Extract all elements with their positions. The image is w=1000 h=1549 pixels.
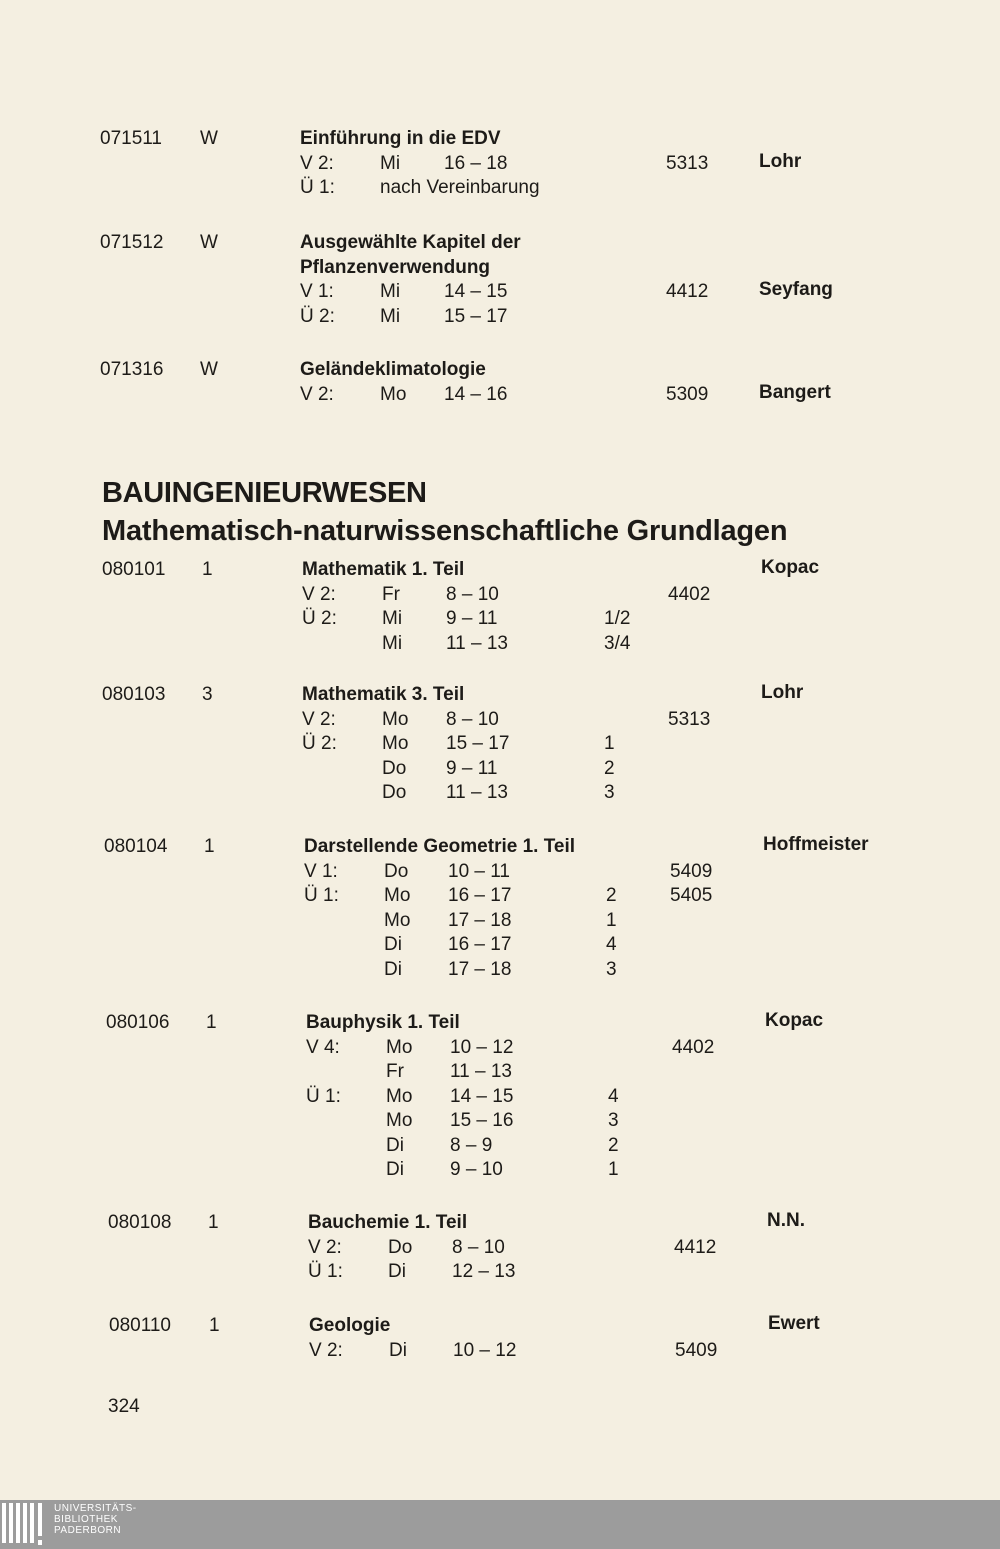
session-type: V 2: [300, 152, 334, 174]
section-subheading: Mathematisch-naturwissenschaftliche Grundlagen [102, 515, 788, 547]
session-day: Mo [384, 909, 411, 931]
course-title: Bauphysik 1. Teil [306, 1012, 460, 1033]
session-time: 9 – 11 [446, 608, 498, 629]
lecturer-name: N.N. [767, 1210, 805, 1231]
session-time: 14 – 16 [444, 383, 508, 405]
session-type: Ü 1: [300, 177, 335, 198]
session-time: 9 – 10 [450, 1159, 503, 1180]
page-number: 324 [108, 1396, 140, 1417]
lecturer-name: Lohr [759, 150, 802, 172]
session-type: V 4: [306, 1036, 340, 1058]
course-title: Einführung in die EDV [300, 128, 501, 149]
session-day: Mo [386, 1085, 413, 1107]
session-time: 8 – 10 [446, 708, 499, 730]
session-type: Ü 2: [302, 608, 337, 629]
course-title: Mathematik 3. Teil [302, 684, 465, 705]
session-day: Mo [382, 733, 409, 754]
course-title: Bauchemie 1. Teil [308, 1212, 468, 1233]
session-time: 10 – 12 [453, 1339, 517, 1361]
lecturer-name: Hoffmeister [763, 834, 869, 855]
course-number: 080103 [102, 684, 166, 705]
session-type: V 1: [300, 281, 334, 302]
session-group: 3 [604, 782, 615, 803]
session-time: 12 – 13 [452, 1261, 516, 1282]
library-logo-icon [0, 1500, 50, 1549]
session-day: Di [386, 1159, 404, 1180]
room-number: 5313 [668, 708, 711, 730]
session-day: Do [388, 1236, 413, 1258]
session-group: 1 [608, 1159, 619, 1180]
session-day: Di [384, 934, 402, 955]
session-time: 8 – 9 [450, 1134, 493, 1156]
session-time: 11 – 13 [450, 1061, 512, 1082]
course-code: 1 [208, 1212, 219, 1233]
room-number: 4412 [674, 1236, 717, 1258]
session-group: 2 [606, 885, 617, 906]
room-number: 5409 [670, 860, 713, 882]
session-group: 3 [608, 1110, 619, 1131]
session-time: 10 – 12 [450, 1036, 514, 1058]
room-number: 4402 [672, 1036, 715, 1058]
course-title: Ausgewählte Kapitel der [300, 232, 521, 253]
session-type: Ü 1: [306, 1085, 341, 1107]
room-number: 5405 [670, 885, 713, 906]
session-group: 1 [606, 909, 617, 931]
library-footer [0, 1500, 1000, 1549]
session-time: 15 – 16 [450, 1110, 514, 1131]
course-code: 1 [206, 1012, 217, 1033]
session-group: 2 [608, 1134, 619, 1156]
course-number: 071512 [100, 232, 164, 253]
course-title: Geländeklimatologie [300, 359, 486, 380]
session-type: Ü 2: [300, 305, 335, 327]
session-day: Mi [380, 281, 401, 302]
room-number: 5309 [666, 383, 709, 405]
session-day: Di [384, 958, 402, 980]
session-day: Fr [382, 583, 400, 605]
course-number: 071511 [100, 128, 162, 149]
session-type: V 2: [308, 1236, 342, 1258]
course-title: Geologie [309, 1315, 391, 1336]
course-code: 3 [202, 684, 213, 705]
session-day: Di [389, 1339, 407, 1361]
session-group: 3/4 [604, 632, 631, 654]
session-time: 8 – 10 [446, 583, 499, 605]
session-time: 17 – 18 [448, 909, 512, 931]
session-day: Di [388, 1261, 406, 1282]
course-code: W [200, 232, 218, 253]
course-number: 080108 [108, 1212, 172, 1233]
room-number: 4402 [668, 583, 711, 605]
session-type: V 1: [304, 860, 338, 882]
course-title: Mathematik 1. Teil [302, 559, 465, 580]
session-day: Mi [382, 632, 403, 654]
session-type: Ü 2: [302, 733, 337, 754]
session-type: Ü 1: [304, 885, 339, 906]
session-day: Mi [382, 608, 403, 629]
session-day: Mo [380, 383, 407, 405]
session-day: Mo [382, 708, 409, 730]
session-time: 16 – 17 [448, 934, 512, 955]
course-title: Darstellende Geometrie 1. Teil [304, 836, 576, 857]
session-time: 11 – 13 [446, 632, 508, 654]
session-day: Do [384, 860, 409, 882]
logo-line-3: PADERBORN [54, 1525, 122, 1536]
course-code: 1 [209, 1315, 220, 1336]
session-time: 14 – 15 [444, 281, 508, 302]
session-type: V 2: [300, 383, 334, 405]
section-heading: BAUINGENIEURWESEN [102, 477, 427, 509]
session-time: 15 – 17 [446, 733, 510, 754]
session-group: 4 [606, 934, 617, 955]
session-type: V 2: [302, 583, 336, 605]
course-number: 071316 [100, 359, 164, 380]
session-time: 16 – 17 [448, 885, 512, 906]
course-number: 080104 [104, 836, 168, 857]
course-number: 080101 [102, 559, 166, 580]
course-code: W [200, 128, 218, 149]
session-time: 15 – 17 [444, 305, 508, 327]
session-day: nach Vereinbarung [380, 177, 540, 198]
session-group: 2 [604, 757, 615, 779]
lecturer-name: Kopac [761, 557, 820, 578]
session-day: Mi [380, 152, 401, 174]
session-type: V 2: [302, 708, 336, 730]
session-group: 3 [606, 958, 617, 980]
session-time: 9 – 11 [446, 757, 498, 779]
room-number: 5409 [675, 1339, 718, 1361]
lecturer-name: Bangert [759, 381, 831, 403]
session-type: Ü 1: [308, 1261, 343, 1282]
logo-line-1: UNIVERSITÄTS- [54, 1503, 137, 1514]
course-number: 080110 [109, 1315, 171, 1336]
course-code: W [200, 359, 218, 380]
session-time: 14 – 15 [450, 1085, 514, 1107]
session-day: Fr [386, 1061, 404, 1082]
room-number: 5313 [666, 152, 709, 174]
session-time: 16 – 18 [444, 152, 508, 174]
session-time: 10 – 11 [448, 860, 510, 882]
session-day: Mi [380, 305, 401, 327]
session-time: 11 – 13 [446, 782, 508, 803]
session-type: V 2: [309, 1339, 343, 1361]
lecturer-name: Seyfang [759, 279, 833, 300]
session-day: Do [382, 757, 407, 779]
session-day: Mo [386, 1110, 413, 1131]
lecturer-name: Lohr [761, 682, 804, 703]
course-code: 1 [204, 836, 215, 857]
course-number: 080106 [106, 1012, 170, 1033]
session-group: 1/2 [604, 608, 631, 629]
session-group: 4 [608, 1085, 619, 1107]
logo-line-2: BIBLIOTHEK [54, 1514, 118, 1525]
session-time: 17 – 18 [448, 958, 512, 980]
session-day: Mo [384, 885, 411, 906]
session-day: Di [386, 1134, 404, 1156]
session-day: Do [382, 782, 407, 803]
session-time: 8 – 10 [452, 1236, 505, 1258]
session-group: 1 [604, 733, 615, 754]
course-code: 1 [202, 559, 213, 580]
session-day: Mo [386, 1036, 413, 1058]
course-title: Pflanzenverwendung [300, 256, 491, 278]
lecturer-name: Kopac [765, 1010, 824, 1031]
room-number: 4412 [666, 281, 709, 302]
lecturer-name: Ewert [768, 1313, 820, 1334]
